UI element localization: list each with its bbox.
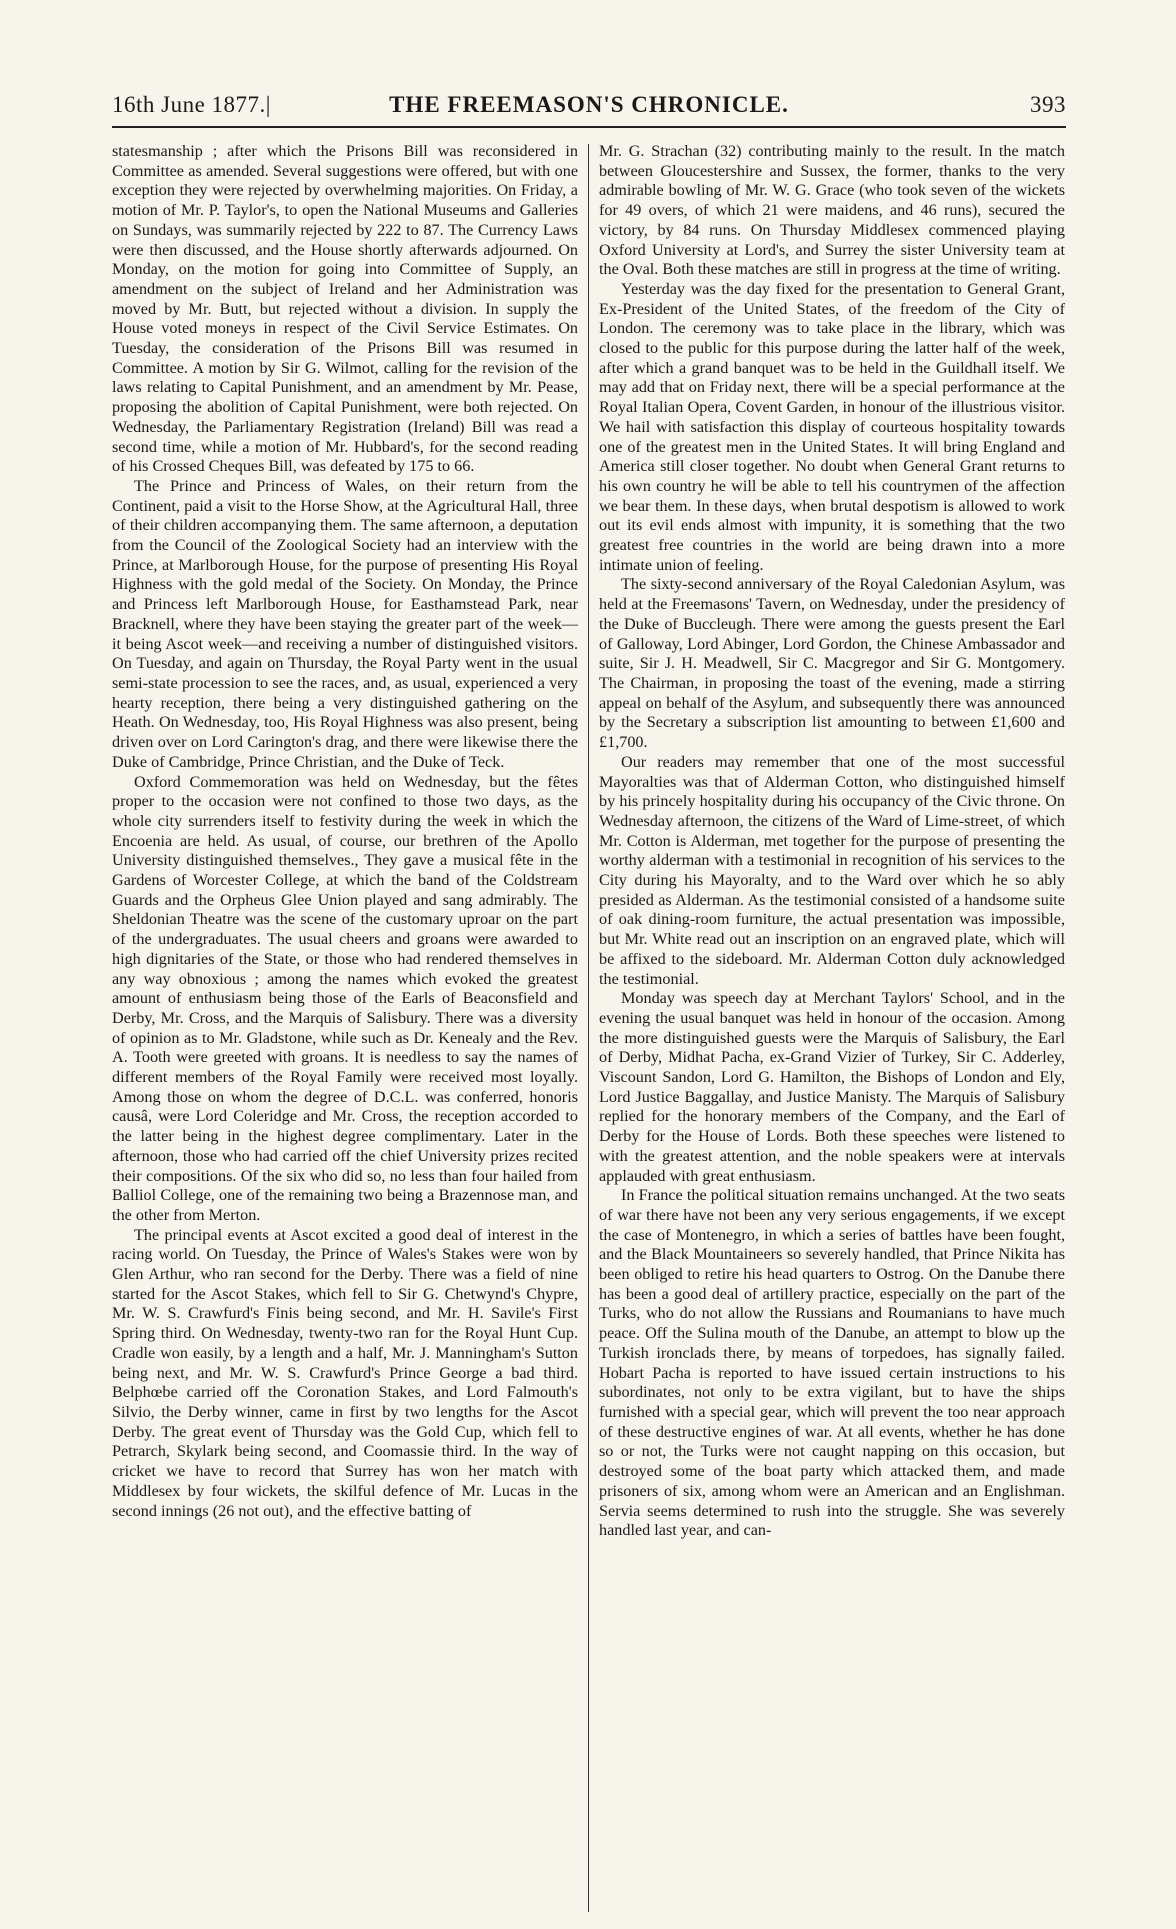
paragraph: Yesterday was the day fixed for the presentation to General Grant, Ex-President of the United States, of the freedom of the City of London. The ceremony was to take place in the library, which was closed to the public for this purpose during the latter half of the week, after which a grand banquet was to be held in the Guildhall itself. We may add that on Friday next, there will be a special performance at the Royal Italian Opera, Covent Garden, in honour of the illustrious visitor. We hail with satisfaction this display of courteous hospitality towards one of the greatest men in the United States. It will bring England and America still closer together. No doubt when General Grant returns to his own country he will be able to tell his countrymen of the affection we bear them. In these days, when brutal despotism is allowed to work out its evil ends almost with impunity, it is something that the two greatest free countries in the world are being drawn into a more intimate union of feeling. (599, 279, 1065, 574)
right-column (589, 142, 1065, 1912)
paragraph: Oxford Commemoration was held on Wednesday, but the fêtes proper to the occasion were not confined to those two days, as the whole city surrenders itself to festivity during the week in which the Encoenia are held. As usual, of course, our brethren of the Apollo University distinguished themselves., They gave a musical fête in the Gardens of Worcester College, at which the band of the Coldstream Guards and the Orpheus Glee Union played and sang admirably. The Sheldonian Theatre was the scene of the customary uproar on the part of the undergraduates. The usual cheers and groans were awarded to high dignitaries of the State, or those who had rendered themselves in any way obnoxious ; among the names which evoked the greatest amount of enthusiasm being those of the Earls of Beaconsfield and Derby, Mr. Cross, and the Marquis of Salisbury. There was a diversity of opinion as to Mr. Gladstone, while such as Dr. Kenealy and the Rev. A. Tooth were greeted with groans. It is needless to say the names of different members of the Royal Family were received most loyally. Among those on whom the degree of D.C.L. was conferred, honoris causâ, were Lord Coleridge and Mr. Cross, the reception accorded to the latter being in the highest degree complimentary. Later in the afternoon, those who had carried off the chief University prizes recited their compositions. Of the six who did so, no less than four hailed from Balliol College, one of the remaining two being a Brazennose man, and the other from Merton. (112, 772, 578, 1224)
paragraph: The principal events at Ascot excited a good deal of interest in the racing world. On Tuesday, the Prince of Wales's Stakes were won by Glen Arthur, who ran second for the Derby. There was a field of nine started for the Ascot Stakes, which fell to Sir G. Chetwynd's Chypre, Mr. W. S. Crawfurd's Finis being second, and Mr. H. Savile's First Spring third. On Wednesday, twenty-two ran for the Royal Hunt Cup. Cradle won easily, by a length and a half, Mr. J. Manningham's Sutton being next, and Mr. W. S. Crawfurd's Prince George a bad third. Belphœbe carried off the Coronation Stakes, and Lord Falmouth's Silvio, the Derby winner, came in first by two lengths for the Ascot Derby. The great event of Thursday was the Gold Cup, which fell to Petrarch, Skylark being second, and Coomassie third. In the way of cricket we have to record that Surrey has won her match with Middlesex by four wickets, the skilful defence of Mr. Lucas in the second innings (26 not out), and the effective batting of (112, 1225, 578, 1520)
issue-date: 16th June 1877.| (112, 92, 271, 117)
paragraph: statesmanship ; after which the Prisons Bill was reconsidered in Committee as amended. Several suggestions were offered, but with one exception they were rejected by overwhelming majorities. On Friday, a motion of Mr. P. Taylor's, to open the National Museums and Galleries on Sundays, was summarily rejected by 222 to 87. The Currency Laws were then discussed, and the House shortly afterwards adjourned. On Monday, on the motion for going into Committee of Supply, an amendment on the subject of Ireland and her Administration was moved by Mr. Butt, but rejected without a division. In supply the House voted moneys in respect of the Civil Service Estimates. On Tuesday, the consideration of the Prisons Bill was resumed in Committee. A motion by Sir G. Wilmot, calling for the revision of the laws relating to Capital Punishment, and an amendment by Mr. Pease, proposing the abolition of Capital Punishment, were both rejected. On Wednesday, the Parliamentary Registration (Ireland) Bill was read a second time, while a motion of Mr. Hubbard's, for the second reading of his Crossed Cheques Bill, was defeated by 175 to 66. (112, 142, 578, 476)
paragraph: The Prince and Princess of Wales, on their return from the Continent, paid a visit to the Horse Show, at the Agricultural Hall, three of their children accompanying them. The same afternoon, a deputation from the Council of the Zoological Society had an interview with the Prince, at Marlborough House, for the purpose of presenting His Royal Highness with the gold medal of the Society. On Monday, the Prince and Princess left Marlborough House, for Easthamstead Park, near Bracknell, where they have been staying the greater part of the week—it being Ascot week—and receiving a number of distinguished visitors. On Tuesday, and again on Thursday, the Royal Party went in the usual semi-state procession to see the races, and, as usual, experienced a very hearty reception, there being a very distinguished gathering on the Heath. On Wednesday, too, His Royal Highness was also present, being driven over on Lord Carington's drag, and there were likewise there the Duke of Cambridge, Prince Christian, and the Duke of Teck. (112, 476, 578, 771)
paragraph: In France the political situation remains unchanged. At the two seats of war there have not been any very serious engagements, if we except the case of Montenegro, in which a series of battles have been fought, and the Black Mountaineers so severely handled, that Prince Nikita has been obliged to retire his head quarters to Ostrog. On the Danube there has been a good deal of artillery practice, especially on the part of the Turks, who do not allow the Russians and Roumanians to have much peace. Off the Sulina mouth of the Danube, an attempt to blow up the Turkish ironclads there, by means of torpedoes, has signally failed. Hobart Pacha is reported to have issued certain instructions to his subordinates, not only to be extra vigilant, but to have the ships furnished with a special gear, which will prevent the too near approach of these destructive engines of war. At all events, whether he has done so or not, the Turks were not caught napping on this occasion, but destroyed some of the boat party which attacked them, and made prisoners of six, among whom were an American and an Englishman. Servia seems determined to rush into the struggle. She was severely handled last year, and can- (599, 1186, 1065, 1540)
article-columns (112, 142, 1066, 1912)
paragraph: Monday was speech day at Merchant Taylors' School, and in the evening the usual banquet was held in honour of the occasion. Among the more distinguished guests were the Marquis of Salisbury, the Earl of Derby, Midhat Pacha, ex-Grand Vizier of Turkey, Sir C. Adderley, Viscount Sandon, Lord G. Hamilton, the Bishops of London and Ely, Lord Justice Baggallay, and Justice Manisty. The Marquis of Salisbury replied for the honorary members of the Company, and the Earl of Derby for the House of Lords. Both these speeches were listened to with the greatest attention, and the noble speakers were at intervals applauded with great enthusiasm. (599, 989, 1065, 1185)
publication-title: THE FREEMASON'S CHRONICLE. (389, 92, 789, 117)
paragraph: Mr. G. Strachan (32) contributing mainly to the result. In the match between Gloucestershire and Sussex, the former, thanks to the very admirable bowling of Mr. W. G. Grace (who took seven of the wickets for 49 overs, of which 21 were maidens, and 46 runs), secured the victory, by 84 runs. On Thursday Middlesex commenced playing Oxford University at Lord's, and Surrey the sister University team at the Oval. Both these matches are still in progress at the time of writing. (599, 142, 1065, 279)
paragraph: Our readers may remember that one of the most successful Mayoralties was that of Alderman Cotton, who distinguished himself by his princely hospitality during his occupancy of the Civic throne. On Wednesday afternoon, the citizens of the Ward of Lime-street, of which Mr. Cotton is Alderman, met together for the purpose of presenting the worthy alderman with a testimonial in recognition of his services to the City during his Mayoralty, and to the Ward over which he so ably presided as Alderman. As the testimonial consisted of a handsome suite of oak dining-room furniture, the actual presentation was impossible, but Mr. White read out an inscription on an engraved plate, which will be affixed to the sideboard. Mr. Alderman Cotton duly acknowledged the testimonial. (599, 752, 1065, 988)
masthead (112, 92, 1066, 128)
page-number: 393 (1030, 92, 1066, 117)
paragraph: The sixty-second anniversary of the Royal Caledonian Asylum, was held at the Freemasons' Tavern, on Wednesday, under the presidency of the Duke of Buccleugh. There were among the guests present the Earl of Galloway, Lord Abinger, Lord Gordon, the Chinese Ambassador and suite, Sir J. H. Meadwell, Sir C. Macgregor and Sir G. Montgomery. The Chairman, in proposing the toast of the evening, made a stirring appeal on behalf of the Asylum, and subsequently there was announced by the Secretary a subscription list amounting to between £1,600 and £1,700. (599, 575, 1065, 752)
left-column (112, 142, 588, 1912)
